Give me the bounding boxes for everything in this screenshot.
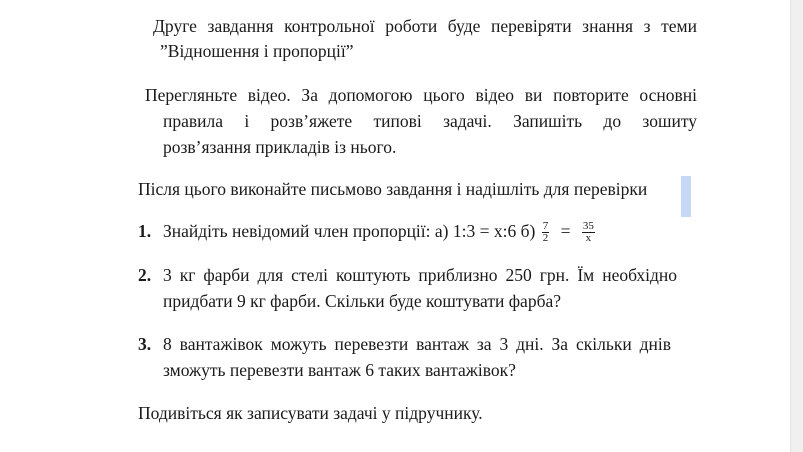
- intro-line-2: ”Відношення і пропорції”: [160, 41, 354, 61]
- fraction-numerator: 35: [582, 220, 594, 233]
- fraction-35-over-x: [582, 221, 595, 244]
- video-line-2: правила і розв’яжете типові задачі. Запишіть до зошиту: [163, 111, 697, 131]
- video-line-1: Перегляньте відео. За допомогою цього відео ви повторите основні: [145, 85, 697, 105]
- task-1-number: 1.: [138, 221, 152, 241]
- fraction-numerator: 7: [542, 220, 549, 233]
- task-2-number: 2.: [138, 265, 152, 285]
- task-3-number: 3.: [138, 334, 152, 354]
- task-2-line-2: придбати 9 кг фарби. Скільки буде коштувати фарба?: [163, 291, 562, 311]
- task-3-line-2: зможуть перевезти вантаж 6 таких вантажівок?: [163, 360, 516, 380]
- video-line-3: розв’язання прикладів із нього.: [163, 137, 397, 157]
- task-1-text: [163, 219, 597, 244]
- task-3-line-1: 8 вантажівок можуть перевезти вантаж за 3 дні. За скільки днів: [163, 334, 671, 354]
- fraction-7-over-2: [542, 221, 550, 244]
- equals-sign: =: [560, 221, 571, 241]
- footer-note: Подивіться як записувати задачі у підручнику.: [138, 403, 483, 423]
- text-cursor-selection: [681, 176, 691, 217]
- fraction-denominator: 2: [542, 232, 549, 245]
- fraction-denominator: x: [585, 232, 592, 245]
- task-1-prompt: Знайдіть невідомий член пропорції: а) 1:3 = х:6 б): [163, 221, 536, 241]
- scrollbar-track[interactable]: [790, 0, 803, 452]
- intro-line-1: Друге завдання контрольної роботи буде перевіряти знання з теми: [153, 16, 697, 36]
- after-instruction: Після цього виконайте письмово завдання і надішліть для перевірки: [138, 179, 648, 199]
- task-2-line-1: 3 кг фарби для стелі коштують приблизно 250 грн. Їм необхідно: [163, 265, 677, 285]
